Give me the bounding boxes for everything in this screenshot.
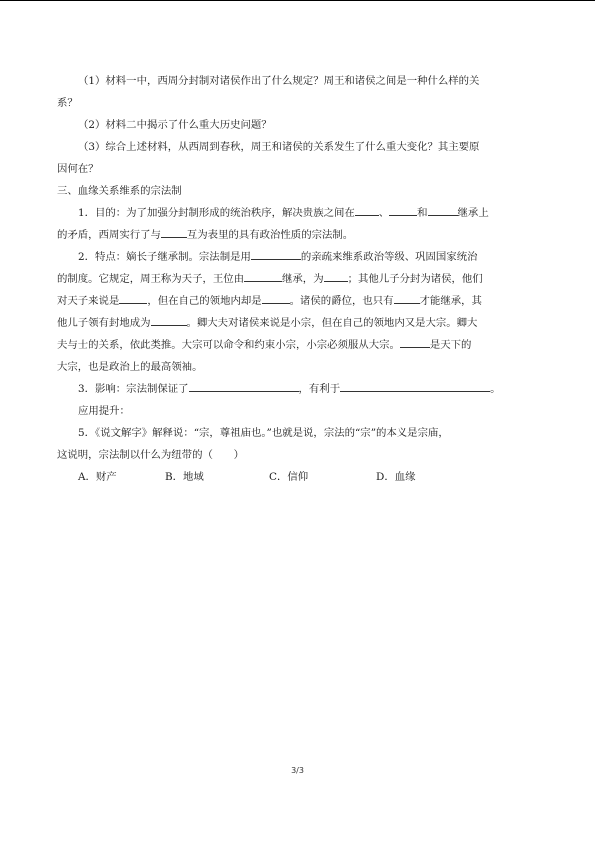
blank: [340, 379, 490, 392]
option-c: C．信仰: [269, 471, 309, 483]
section-3-heading: 三、血缘关系维系的宗法制: [57, 185, 182, 197]
item-2-line-6: 大宗，也是政治上的最高领袖。: [57, 361, 203, 373]
item-1-line-2: 的矛盾，西周实行了与 互为表里的具有政治性质的宗法制。: [57, 224, 543, 246]
option-d: D．血缘: [376, 471, 416, 483]
question-2: （2）材料二中揭示了什么重大历史问题？: [78, 119, 272, 131]
question-1-line-2: 系？: [57, 97, 78, 109]
blank: [244, 269, 282, 282]
question-3-line-1: （3）综合上述材料，从西周到春秋，周王和诸侯的关系发生了什么重大变化？其主要原: [78, 141, 480, 153]
blank: [355, 203, 379, 216]
question-1-line-1: （1）材料一中，西周分封制对诸侯作出了什么规定？周王和诸侯之间是一种什么样的关: [78, 75, 480, 87]
item-1-line-1: 1．目的：为了加强分封制形成的统治秩序，解决贵族之间在 、 和 继承上: [57, 202, 543, 224]
blank: [389, 203, 417, 216]
item-2-line-5: 夫与士的关系，依此类推。大宗可以命令和约束小宗，小宗必须服从大宗。 是天下的: [57, 334, 543, 356]
blank: [324, 269, 348, 282]
item-3: 3．影响：宗法制保证了 ，有利于 。: [57, 378, 543, 400]
blank: [161, 225, 187, 238]
blank: [400, 335, 430, 348]
question-3-line-2: 因何在？: [57, 163, 99, 175]
blank: [428, 203, 458, 216]
blank: [262, 291, 290, 304]
blank: [119, 291, 147, 304]
blank: [151, 313, 187, 326]
item-2-line-2: 的制度。它规定，周王称为天子，王位由 继承，为 ；其他儿子分封为诸侯，他们: [57, 268, 543, 290]
blank: [251, 247, 301, 260]
item-2-line-1: 2．特点：嫡长子继承制。宗法制是用 的亲疏来维系政治等级、巩固国家统治: [57, 246, 543, 268]
question-5-line-2: 这说明，宗法制以什么为纽带的（ ）: [57, 449, 245, 461]
option-b: B．地域: [165, 471, 204, 483]
blank: [189, 379, 299, 392]
option-a: A．财产: [78, 471, 117, 483]
question-5-line-1: 5．《说文解字》解释说：“宗，尊祖庙也。”也就是说，宗法的“宗”的本义是宗庙，: [78, 427, 449, 439]
item-2-line-3: 对天子来说是 ，但在自己的领地内却是 。诸侯的爵位，也只有 才能继承，其: [57, 290, 543, 312]
blank: [394, 291, 420, 304]
answer-options: [57, 466, 543, 488]
document-body: [57, 70, 543, 488]
apply-heading: 应用提升：: [78, 405, 130, 417]
top-border-line: [0, 0, 595, 1]
item-2-line-4: 他儿子领有封地成为 。卿大夫对诸侯来说是小宗，但在自己的领地内又是大宗。卿大: [57, 312, 543, 334]
page-number: 3/3: [291, 766, 304, 775]
